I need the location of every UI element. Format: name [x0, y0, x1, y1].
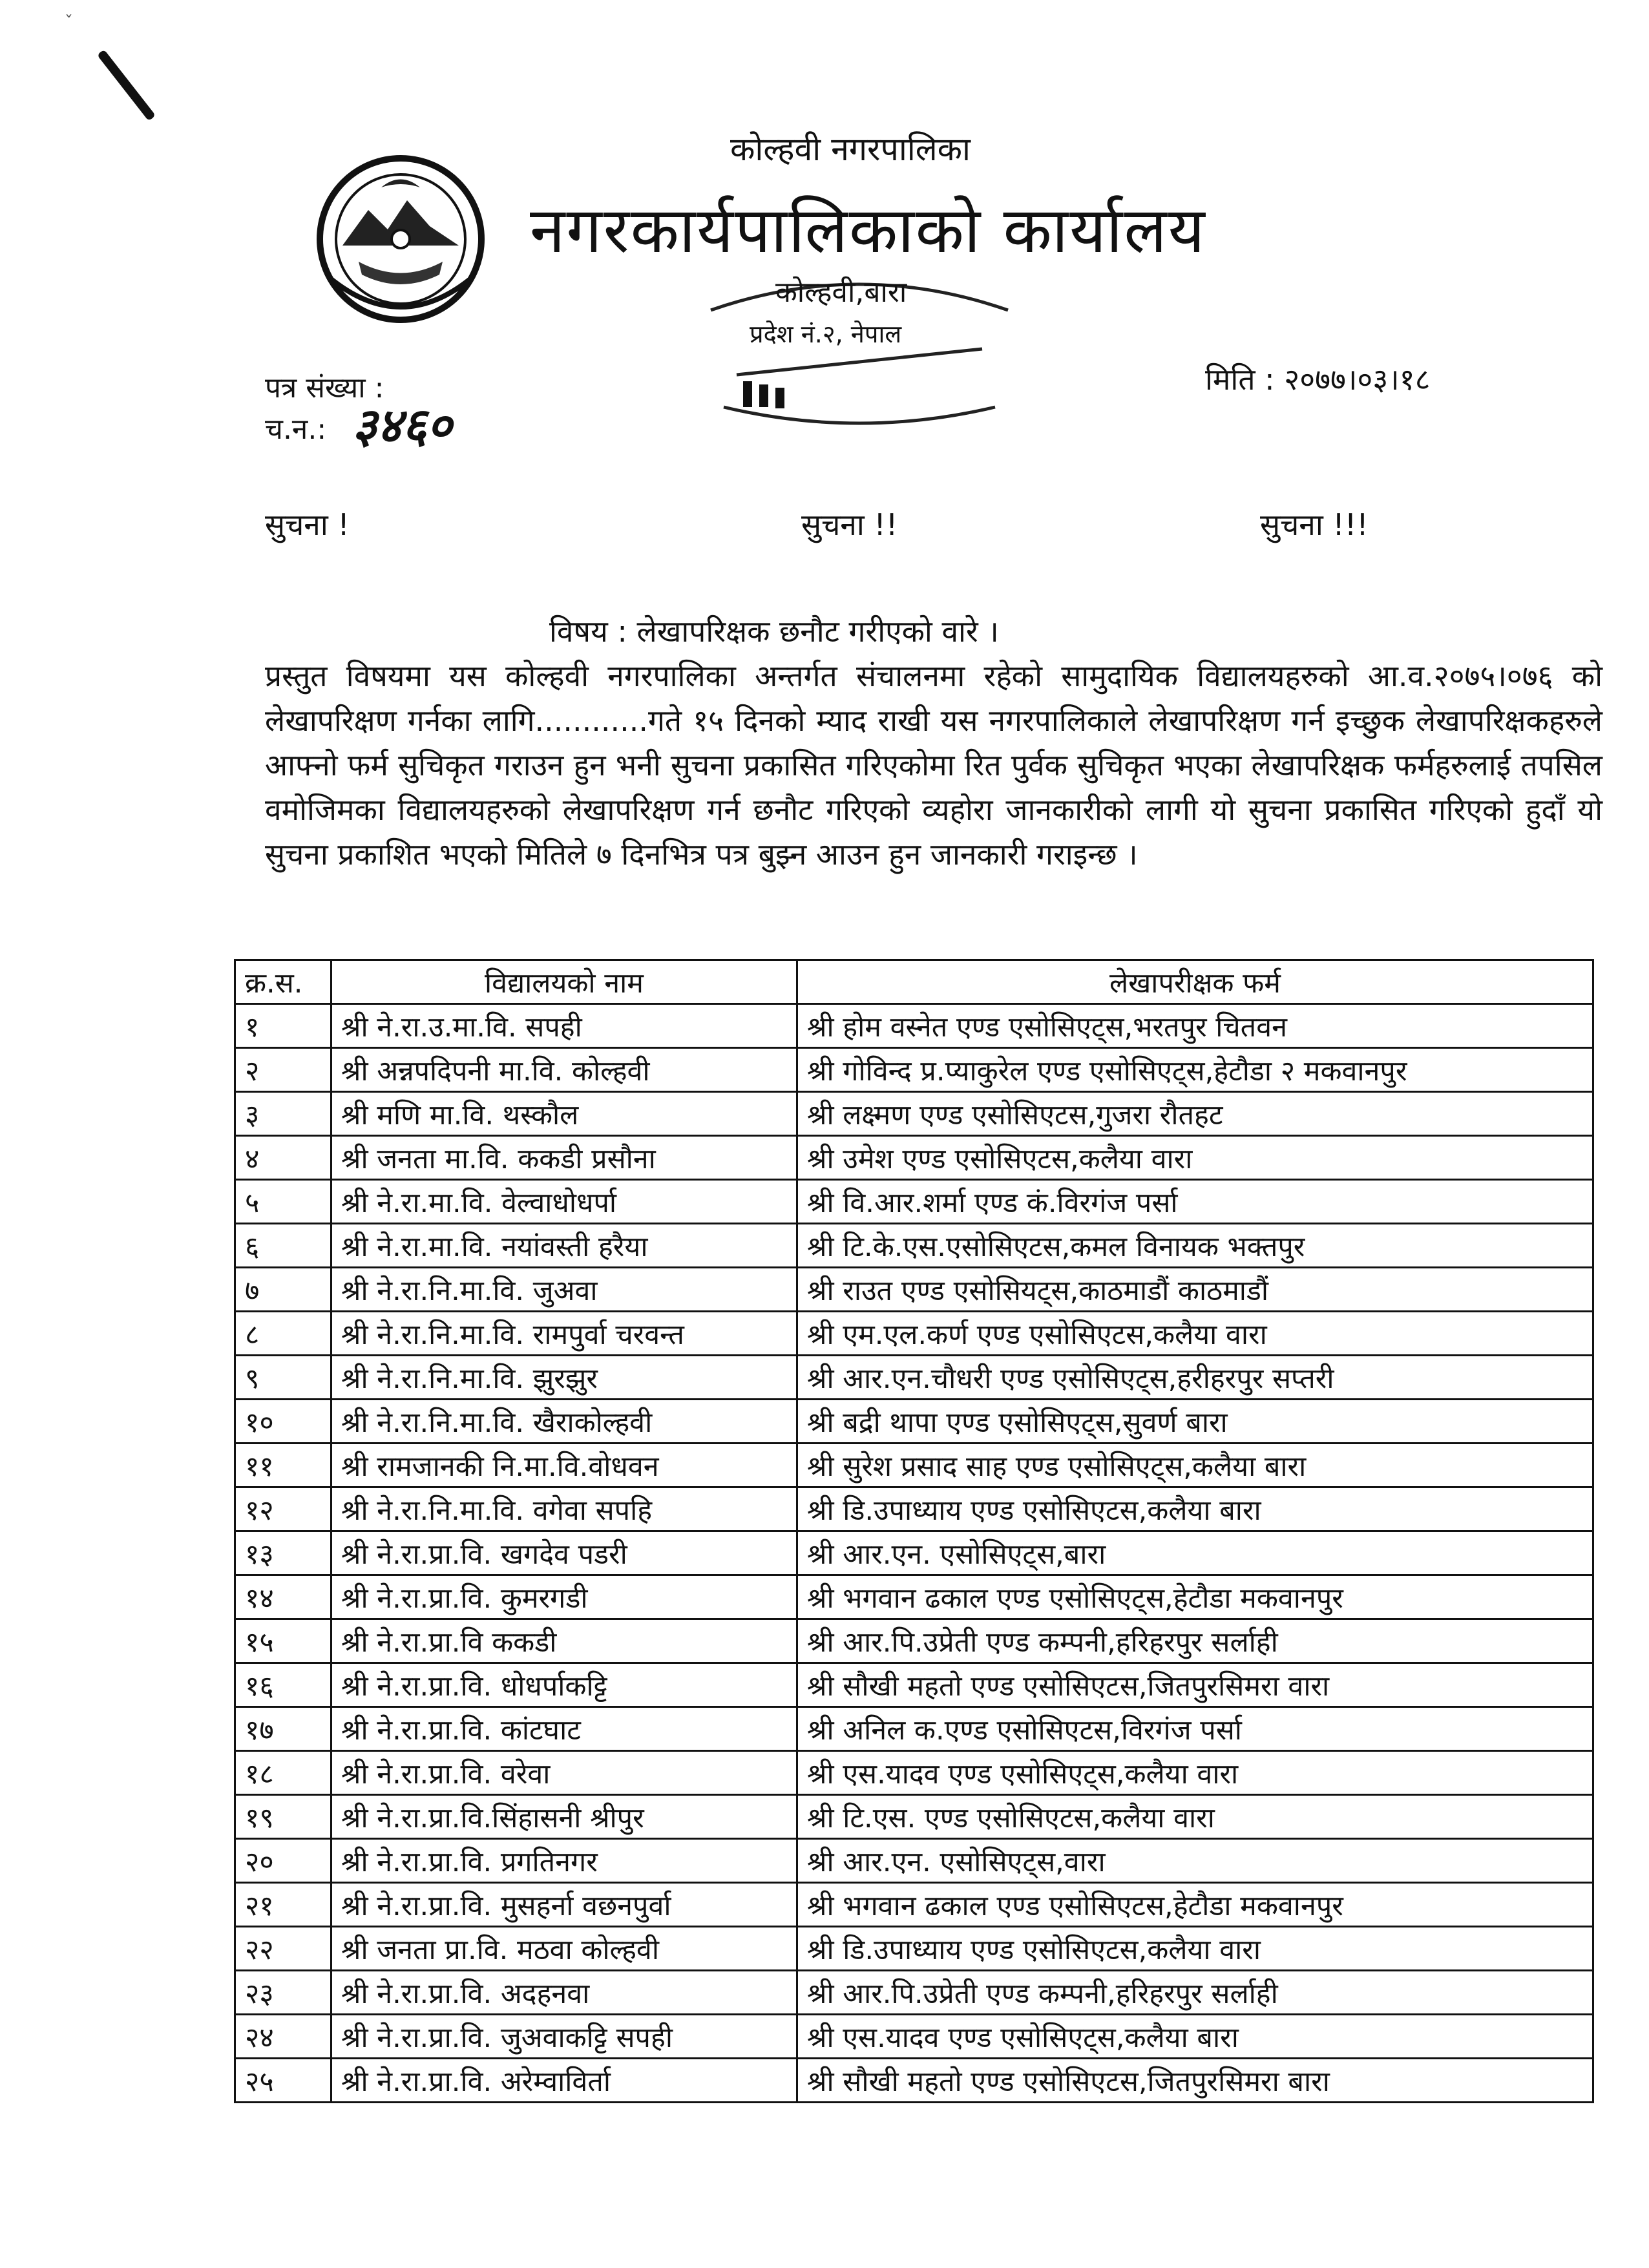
serial-number-cell: ७ [235, 1268, 331, 1312]
office-address-city: कोल्हवी,बारा [775, 276, 907, 309]
audit-firm-cell: श्री सौखी महतो एण्ड एसोसिएटस,जितपुरसिमरा बारा [797, 2059, 1593, 2103]
school-name-cell: श्री ने.रा.उ.मा.वि. सपही [331, 1004, 797, 1048]
serial-number-cell: १२ [235, 1487, 331, 1531]
letter-number-label: पत्र संख्या : [265, 372, 384, 404]
corner-mark: ˇ [65, 13, 73, 32]
school-name-cell: श्री जनता प्रा.वि. मठवा कोल्हवी [331, 1927, 797, 1971]
serial-number-cell: ११ [235, 1444, 331, 1487]
school-name-cell: श्री ने.रा.प्रा.वि. कुमरगडी [331, 1575, 797, 1619]
table-row [235, 1136, 1593, 1180]
notice-heading-1: सुचना ! [265, 507, 350, 542]
audit-firm-cell: श्री सुरेश प्रसाद साह एण्ड एसोसिएट्स,कलैया बारा [797, 1444, 1593, 1487]
audit-firm-cell: श्री अनिल क.एण्ड एसोसिएटस,विरगंज पर्सा [797, 1707, 1593, 1751]
serial-number-cell: ९ [235, 1356, 331, 1400]
school-name-cell: श्री ने.रा.नि.मा.वि. वगेवा सपहि [331, 1487, 797, 1531]
school-name-cell: श्री ने.रा.प्रा.वि. धोधर्पाकट्टि [331, 1663, 797, 1707]
municipality-name: कोल्हवी नगरपालिका [730, 131, 971, 168]
serial-number-cell: २३ [235, 1971, 331, 2015]
serial-number-cell: २१ [235, 1883, 331, 1927]
serial-number-cell: २२ [235, 1927, 331, 1971]
table-row [235, 1356, 1593, 1400]
letter-subject: विषय : लेखापरिक्षक छनौट गरीएको वारे । [549, 614, 999, 649]
audit-firm-cell: श्री एम.एल.कर्ण एण्ड एसोसिएटस,कलैया वारा [797, 1312, 1593, 1356]
table-row [235, 1400, 1593, 1444]
dispatch-number-value: ३४६० [352, 398, 452, 454]
audit-firm-cell: श्री वि.आर.शर्मा एण्ड कं.विरगंज पर्सा [797, 1180, 1593, 1224]
table-header-row [235, 960, 1593, 1004]
serial-number-cell: १७ [235, 1707, 331, 1751]
serial-number-cell: २ [235, 1048, 331, 1092]
notice-heading-3: सुचना !!! [1260, 507, 1369, 542]
serial-number-cell: १९ [235, 1795, 331, 1839]
serial-number-cell: ६ [235, 1224, 331, 1268]
school-name-cell: श्री ने.रा.नि.मा.वि. झुरझुर [331, 1356, 797, 1400]
school-name-cell: श्री अन्नपदिपनी मा.वि. कोल्हवी [331, 1048, 797, 1092]
school-name-cell: श्री ने.रा.मा.वि. नयांवस्ती हरैया [331, 1224, 797, 1268]
audit-firm-cell: श्री एस.यादव एण्ड एसोसिएट्स,कलैया बारा [797, 2015, 1593, 2059]
school-name-cell: श्री ने.रा.प्रा.वि.सिंहासनी श्रीपुर [331, 1795, 797, 1839]
table-row [235, 1004, 1593, 1048]
audit-firm-cell: श्री डि.उपाध्याय एण्ड एसोसिएटस,कलैया वारा [797, 1927, 1593, 1971]
serial-number-cell: १४ [235, 1575, 331, 1619]
serial-number-cell: ८ [235, 1312, 331, 1356]
table-row [235, 1971, 1593, 2015]
table-row [235, 1487, 1593, 1531]
audit-firm-cell: श्री लक्ष्मण एण्ड एसोसिएटस,गुजरा रौतहट [797, 1092, 1593, 1136]
school-name-cell: श्री ने.रा.नि.मा.वि. जुअवा [331, 1268, 797, 1312]
serial-number-cell: ४ [235, 1136, 331, 1180]
school-name-cell: श्री ने.रा.मा.वि. वेल्वाधोधर्पा [331, 1180, 797, 1224]
serial-number-cell: १५ [235, 1619, 331, 1663]
nepal-emblem-icon [304, 149, 498, 330]
table-row [235, 2059, 1593, 2103]
column-header-audit-firm: लेखापरीक्षक फर्म [797, 960, 1593, 1004]
audit-firm-cell: श्री सौखी महतो एण्ड एसोसिएटस,जितपुरसिमरा वारा [797, 1663, 1593, 1707]
letter-date: मिति : २०७७।०३।१८ [1205, 362, 1431, 397]
serial-number-cell: २० [235, 1839, 331, 1883]
audit-firm-cell: श्री भगवान ढकाल एण्ड एसोसिएट्स,हेटौडा मकवानपुर [797, 1575, 1593, 1619]
table-row [235, 1531, 1593, 1575]
table-row [235, 1663, 1593, 1707]
audit-firm-cell: श्री होम वस्नेत एण्ड एसोसिएट्स,भरतपुर चितवन [797, 1004, 1593, 1048]
letter-body: प्रस्तुत विषयमा यस कोल्हवी नगरपालिका अन्तर्गत संचालनमा रहेको सामुदायिक विद्यालयहरुको आ.व.२०७५।०७६ को लेखापरिक्षण गर्नका लागि............गते १५ दिनको म्याद राखी यस नगरपालिकाले लेखापरिक्षण गर्न इच्छुक लेखापरिक्षकहरुले आफ्नो फर्म सुचिकृत गराउन हुन भनी सुचना प्रकासित गरिएकोमा रित पुर्वक सुचिकृत भएका लेखापरिक्षक फर्महरुलाई तपसिल वमोजिमका विद्यालयहरुको लेखापरिक्षण गर्न छनौट गरिएको व्यहोरा जानकारीको लागी यो सुचना प्रकासित गरिएको हुदाँ यो सुचना प्रकाशित भएको मितिले ७ दिनभित्र पत्र बुझ्न आउन हुन जानकारी गराइन्छ । [265, 658, 1602, 872]
audit-firm-cell: श्री राउत एण्ड एसोसियट्स,काठमाडौं काठमाडौं [797, 1268, 1593, 1312]
school-name-cell: श्री ने.रा.प्रा.वि. कांटघाट [331, 1707, 797, 1751]
serial-number-cell: १० [235, 1400, 331, 1444]
school-name-cell: श्री ने.रा.प्रा.वि. प्रगतिनगर [331, 1839, 797, 1883]
school-name-cell: श्री ने.रा.प्रा.वि. अदहनवा [331, 1971, 797, 2015]
dispatch-number-label: च.न.: [265, 413, 327, 446]
table-row [235, 1927, 1593, 1971]
serial-number-cell: १६ [235, 1663, 331, 1707]
school-name-cell: श्री ने.रा.नि.मा.वि. खैराकोल्हवी [331, 1400, 797, 1444]
table-body [235, 1004, 1593, 2103]
school-name-cell: श्री ने.रा.प्रा.वि. खगदेव पडरी [331, 1531, 797, 1575]
audit-firm-cell: श्री आर.एन. एसोसिएट्स,वारा [797, 1839, 1593, 1883]
school-name-cell: श्री ने.रा.प्रा.वि. जुअवाकट्टि सपही [331, 2015, 797, 2059]
audit-firm-cell: श्री आर.पि.उप्रेती एण्ड कम्पनी,हरिहरपुर सर्लाही [797, 1619, 1593, 1663]
school-name-cell: श्री ने.रा.प्रा.वि. वरेवा [331, 1751, 797, 1795]
serial-number-cell: ३ [235, 1092, 331, 1136]
table-row [235, 1312, 1593, 1356]
school-name-cell: श्री रामजानकी नि.मा.वि.वोधवन [331, 1444, 797, 1487]
audit-firm-cell: श्री बद्री थापा एण्ड एसोसिएट्स,सुवर्ण बारा [797, 1400, 1593, 1444]
table-row [235, 1268, 1593, 1312]
table-row [235, 1444, 1593, 1487]
school-name-cell: श्री ने.रा.प्रा.वि ककडी [331, 1619, 797, 1663]
audit-firm-cell: श्री आर.पि.उप्रेती एण्ड कम्पनी,हरिहरपुर सर्लाही [797, 1971, 1593, 2015]
serial-number-cell: २५ [235, 2059, 331, 2103]
table-row [235, 1751, 1593, 1795]
table-row [235, 1048, 1593, 1092]
office-title: नगरकार्यपालिकाको कार्यालय [530, 194, 1206, 268]
school-name-cell: श्री ने.रा.प्रा.वि. मुसहर्ना वछनपुर्वा [331, 1883, 797, 1927]
serial-number-cell: १३ [235, 1531, 331, 1575]
auditor-selection-table [234, 959, 1594, 2103]
serial-number-cell: १ [235, 1004, 331, 1048]
column-header-serial: क्र.स. [235, 960, 331, 1004]
audit-firm-cell: श्री डि.उपाध्याय एण्ड एसोसिएटस,कलैया बारा [797, 1487, 1593, 1531]
audit-firm-cell: श्री टि.एस. एण्ड एसोसिएटस,कलैया वारा [797, 1795, 1593, 1839]
table-row [235, 2015, 1593, 2059]
table-row [235, 1180, 1593, 1224]
table-row [235, 1839, 1593, 1883]
table-row [235, 1619, 1593, 1663]
audit-firm-cell: श्री गोविन्द प्र.प्याकुरेल एण्ड एसोसिएट्स,हेटौडा २ मकवानपुर [797, 1048, 1593, 1092]
table-row [235, 1575, 1593, 1619]
table-row [235, 1707, 1593, 1751]
serial-number-cell: ५ [235, 1180, 331, 1224]
table-row [235, 1092, 1593, 1136]
audit-firm-cell: श्री आर.एन. एसोसिएट्स,बारा [797, 1531, 1593, 1575]
school-name-cell: श्री मणि मा.वि. थस्कौल [331, 1092, 797, 1136]
serial-number-cell: २४ [235, 2015, 331, 2059]
audit-firm-cell: श्री एस.यादव एण्ड एसोसिएट्स,कलैया वारा [797, 1751, 1593, 1795]
audit-firm-cell: श्री आर.एन.चौधरी एण्ड एसोसिएट्स,हरीहरपुर सप्तरी [797, 1356, 1593, 1400]
notice-heading-2: सुचना !! [801, 507, 898, 542]
audit-firm-cell: श्री उमेश एण्ड एसोसिएटस,कलैया वारा [797, 1136, 1593, 1180]
school-name-cell: श्री जनता मा.वि. ककडी प्रसौना [331, 1136, 797, 1180]
column-header-school: विद्यालयको नाम [331, 960, 797, 1004]
audit-firm-cell: श्री टि.के.एस.एसोसिएटस,कमल विनायक भक्तपुर [797, 1224, 1593, 1268]
office-address-province: प्रदेश नं.२, नेपाल [750, 320, 902, 348]
serial-number-cell: १८ [235, 1751, 331, 1795]
table-row [235, 1883, 1593, 1927]
school-name-cell: श्री ने.रा.प्रा.वि. अरेम्वाविर्ता [331, 2059, 797, 2103]
table-row [235, 1224, 1593, 1268]
school-name-cell: श्री ने.रा.नि.मा.वि. रामपुर्वा चरवन्त [331, 1312, 797, 1356]
audit-firm-cell: श्री भगवान ढकाल एण्ड एसोसिएटस,हेटौडा मकवानपुर [797, 1883, 1593, 1927]
handwritten-slash-mark [97, 49, 156, 121]
table-row [235, 1795, 1593, 1839]
